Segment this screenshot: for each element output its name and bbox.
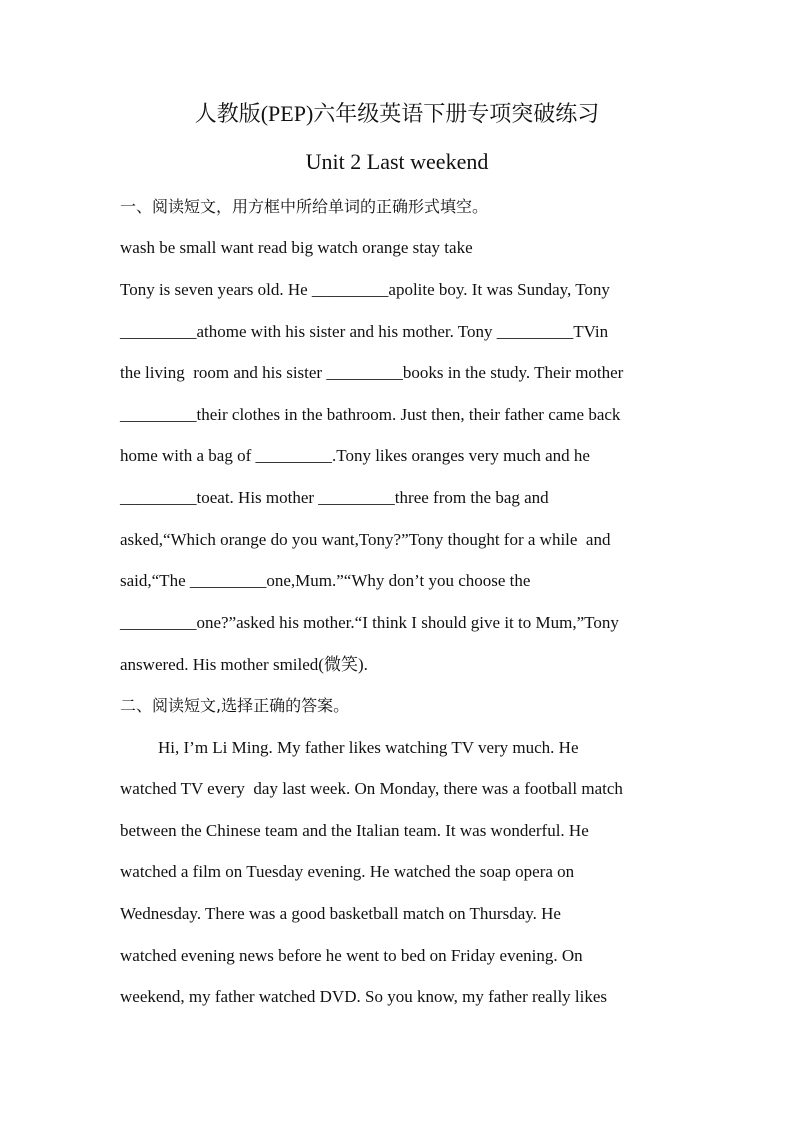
section1-heading: 一、阅读短文，用方框中所给单词的正确形式填空。: [120, 197, 489, 216]
page-title: 人教版(PEP)六年级英语下册专项突破练习: [194, 101, 600, 126]
section1-line: Tony is seven years old. He _________apolite boy. It was Sunday, Tony: [120, 280, 610, 299]
section1-line: said,“The _________one,Mum.”“Why don’t you choose the: [120, 571, 531, 590]
section1-line: _________their clothes in the bathroom. Just then, their father came back: [120, 405, 621, 424]
section2-line: between the Chinese team and the Italian team. It was wonderful. He: [120, 821, 589, 840]
section2-line: watched evening news before he went to bed on Friday evening. On: [120, 946, 583, 965]
word-bank: wash be small want read big watch orange stay take: [120, 238, 473, 257]
section2-heading: 二、阅读短文,选择正确的答案。: [120, 696, 350, 715]
section1-line: asked,“Which orange do you want,Tony?”Tony thought for a while and: [120, 530, 611, 549]
page-subtitle: Unit 2 Last weekend: [305, 149, 489, 174]
section1-line: _________athome with his sister and his mother. Tony _________TVin: [120, 322, 609, 341]
section1-line: home with a bag of _________.Tony likes oranges very much and he: [120, 446, 590, 465]
section2-line: watched a film on Tuesday evening. He watched the soap opera on: [120, 862, 575, 881]
section2-line: Wednesday. There was a good basketball match on Thursday. He: [120, 904, 561, 923]
section1-line: _________toeat. His mother _________three from the bag and: [120, 488, 549, 507]
section2-line: weekend, my father watched DVD. So you know, my father really likes: [120, 987, 608, 1006]
section2-line: watched TV every day last week. On Monday, there was a football match: [120, 779, 623, 798]
section2-line: Hi, I’m Li Ming. My father likes watching TV very much. He: [158, 738, 579, 757]
section1-line: answered. His mother smiled(微笑).: [120, 655, 368, 674]
section1-line: the living room and his sister _________books in the study. Their mother: [120, 363, 624, 382]
section1-line: _________one?”asked his mother.“I think I should give it to Mum,”Tony: [120, 613, 619, 632]
